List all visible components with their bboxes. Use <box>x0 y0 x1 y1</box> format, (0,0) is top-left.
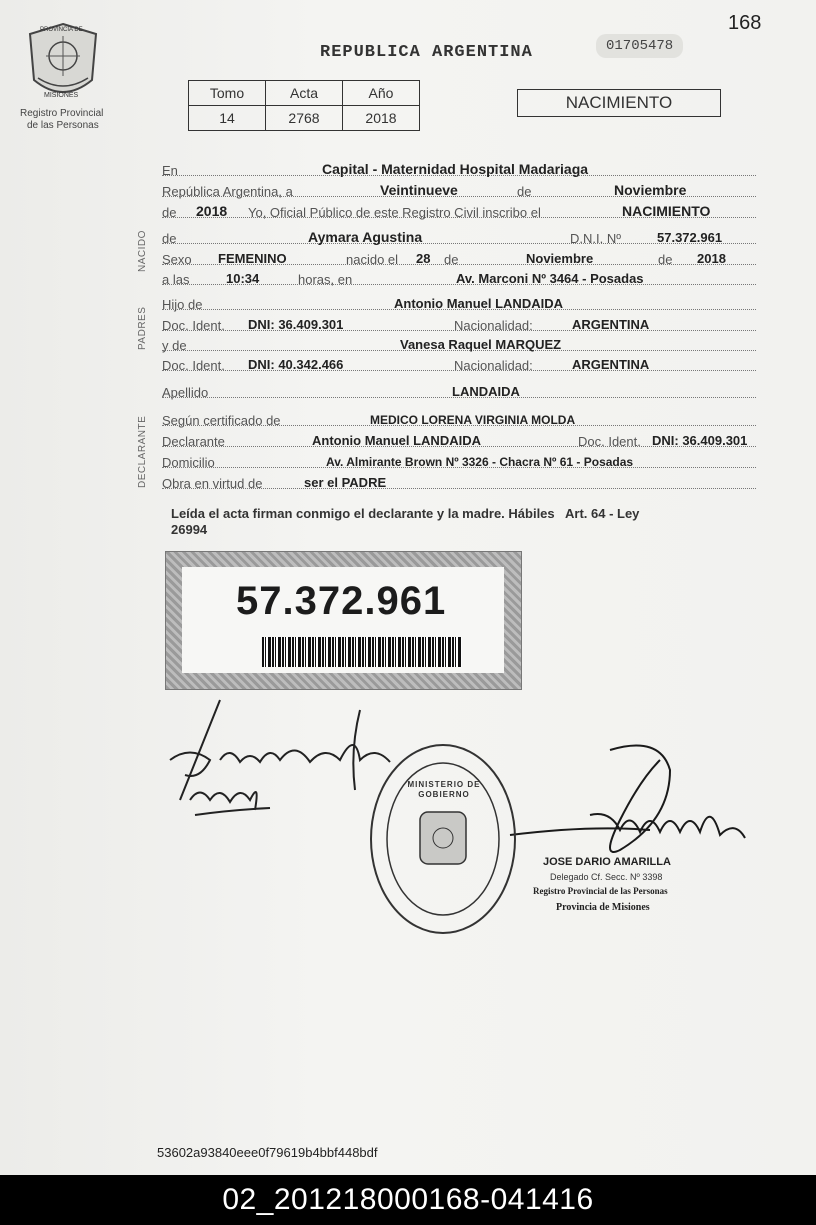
year-value: 2018 <box>196 203 228 219</box>
mother-value: Vanesa Raquel MARQUEZ <box>400 337 562 352</box>
name-value: Aymara Agustina <box>308 229 423 245</box>
de-name-label: de <box>162 231 177 246</box>
official-position: Delegado Cf. Secc. Nº 3398 <box>550 872 663 882</box>
yde-label: y de <box>162 338 187 353</box>
de-year-label: de <box>162 205 177 220</box>
obra-label: Obra en virtud de <box>162 476 263 491</box>
mother-doc-value: DNI: 40.342.466 <box>248 357 344 372</box>
seal-inner-text: MINISTERIO DE GOBIERNO <box>407 780 481 799</box>
dni-sticker-inner <box>182 567 504 673</box>
mother-doc-label: Doc. Ident. <box>162 358 225 373</box>
de-label: de <box>517 184 532 199</box>
mother-nat-label: Nacionalidad: <box>454 358 533 373</box>
row-apellido <box>162 382 756 402</box>
record-type-box: NACIMIENTO <box>517 89 721 117</box>
row-mother-doc <box>162 355 756 375</box>
father-nat-label: Nacionalidad: <box>454 318 533 333</box>
cert-value: MEDICO LORENA VIRGINIA MOLDA <box>370 413 576 427</box>
document-title: REPUBLICA ARGENTINA <box>320 43 533 62</box>
sticker-dni-number: 57.372.961 <box>236 579 447 623</box>
birth-month-value: Noviembre <box>526 251 594 266</box>
declarante-value: Antonio Manuel LANDAIDA <box>312 433 481 448</box>
father-doc-value: DNI: 36.409.301 <box>248 317 344 332</box>
row-name <box>162 228 756 248</box>
time-value: 10:34 <box>226 271 260 286</box>
declarante-label: Declarante <box>162 434 225 449</box>
nacido-label: nacido el <box>346 252 399 267</box>
barcode-icon <box>262 637 462 667</box>
birth-address-value: Av. Marconi Nº 3464 - Posadas <box>456 271 644 286</box>
emblem-text-bottom: MISIONES <box>44 92 79 99</box>
side-label-parents: PADRES <box>137 306 148 350</box>
row-time <box>162 269 756 289</box>
row-father-doc <box>162 315 756 335</box>
day-words-value: Veintinueve <box>380 182 458 198</box>
father-value: Antonio Manuel LANDAIDA <box>394 296 563 311</box>
header-anio: Año <box>343 81 420 106</box>
value-tomo: 14 <box>189 106 266 131</box>
birth-year-value: 2018 <box>697 251 726 266</box>
header-tomo: Tomo <box>189 81 266 106</box>
side-label-declarant: DECLARANTE <box>137 415 148 488</box>
official-name: JOSE DARIO AMARILLA <box>543 856 671 868</box>
hijo-label: Hijo de <box>162 297 203 312</box>
obra-value: ser el PADRE <box>304 475 387 490</box>
decl-doc-label: Doc. Ident. <box>578 434 641 449</box>
de2-label: de <box>444 252 459 267</box>
sexo-label: Sexo <box>162 252 192 267</box>
row-year <box>162 202 756 222</box>
inscribe-value: NACIMIENTO <box>622 203 711 219</box>
row-sex <box>162 249 756 269</box>
note-line2: 26994 <box>171 522 208 537</box>
en-label: En <box>162 163 178 178</box>
republic-label: República Argentina, a <box>162 184 293 199</box>
a-las-label: a las <box>162 272 190 287</box>
row-obra <box>162 473 756 493</box>
side-label-born: NACIDO <box>137 230 148 272</box>
apellido-value: LANDAIDA <box>452 384 520 399</box>
domicilio-value: Av. Almirante Brown Nº 3326 - Chacra Nº 61 - Posadas <box>326 455 634 469</box>
row-father <box>162 294 756 314</box>
value-anio: 2018 <box>343 106 420 131</box>
row-cert <box>162 410 756 430</box>
control-number: 01705478 <box>596 34 683 58</box>
note-line1: Leída el acta firman conmigo el declarante y la madre. Hábiles Art. 64 - Ley <box>171 506 640 521</box>
footer-id: 02_201218000168-041416 <box>0 1175 816 1225</box>
row-mother <box>162 335 756 355</box>
domicilio-label: Domicilio <box>162 455 215 470</box>
father-nat-value: ARGENTINA <box>572 317 650 332</box>
place-value: Capital - Maternidad Hospital Madariaga <box>322 161 589 177</box>
value-acta: 2768 <box>266 106 343 131</box>
mother-nat-value: ARGENTINA <box>572 357 650 372</box>
de3-label: de <box>658 252 673 267</box>
cert-label: Según certificado de <box>162 413 281 428</box>
document-hash: 53602a93840eee0f79619b4bbf448bdf <box>157 1145 378 1160</box>
registry-label-line1: Registro Provincial <box>20 108 104 119</box>
row-declarante <box>162 431 756 451</box>
dni-label: D.N.I. Nº <box>570 231 621 246</box>
father-doc-label: Doc. Ident. <box>162 318 225 333</box>
official-office: Registro Provincial de las Personas <box>533 886 668 896</box>
registry-seal-icon <box>368 742 518 937</box>
decl-doc-value: DNI: 36.409.301 <box>652 433 748 448</box>
header-acta: Acta <box>266 81 343 106</box>
row-domicilio <box>162 452 756 472</box>
inscribe-text: Yo, Oficial Público de este Registro Civil inscribo el <box>248 205 541 220</box>
sexo-value: FEMENINO <box>218 251 287 266</box>
registry-label-line2: de las Personas <box>27 120 99 131</box>
apellido-label: Apellido <box>162 385 209 400</box>
dni-sticker <box>165 551 522 690</box>
record-table <box>188 80 420 131</box>
birth-day-value: 28 <box>416 251 431 266</box>
page-number: 168 <box>728 12 762 34</box>
official-province: Provincia de Misiones <box>556 902 650 913</box>
row-place <box>162 160 756 180</box>
horas-label: horas, en <box>298 272 353 287</box>
dni-value: 57.372.961 <box>657 230 723 245</box>
month-value: Noviembre <box>614 182 687 198</box>
row-date <box>162 181 756 201</box>
emblem-text-top: PROVINCIA DE <box>40 27 83 33</box>
